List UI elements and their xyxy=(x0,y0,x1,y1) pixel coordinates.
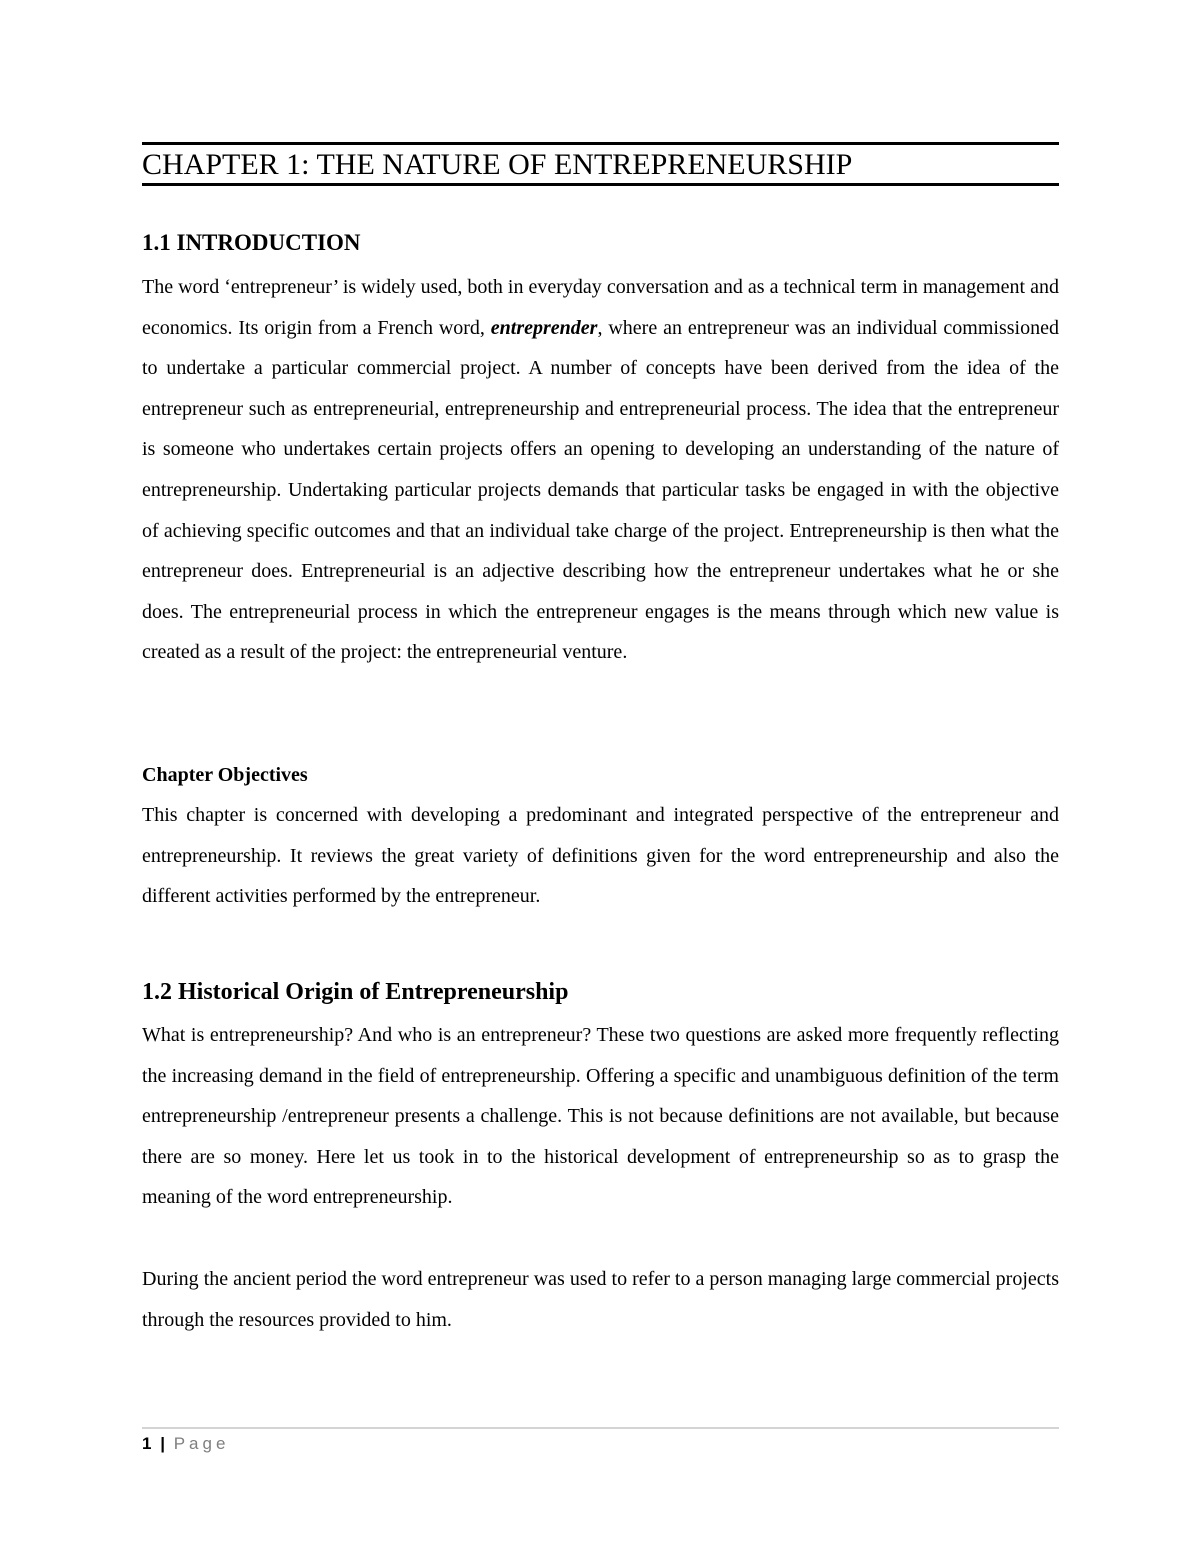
historical-origin-paragraph-1: What is entrepreneurship? And who is an entrepreneur? These two questions are asked more frequently reflecting the increasing demand in the field of entrepreneurship. Offering a specific and unambiguous definition of the term entrepreneurship /entrepreneur presents a challenge. This is not because definitions are not available, but because there are so money. Here let us took in to the historical development of entrepreneurship so as to grasp the meaning of the word entrepreneurship. xyxy=(142,1024,1059,1209)
page-footer xyxy=(142,1432,229,1456)
page-number: 1 xyxy=(142,1434,152,1453)
chapter-title: CHAPTER 1: THE NATURE OF ENTREPRENEURSHIP xyxy=(142,148,853,181)
intro-text-end: , where an entrepreneur was an individual commissioned to undertake a particular commercial project. A number of concepts have been derived from the idea of the entrepreneur such as entrepreneurial, entrepreneurship and entrepreneurial process. The idea that the entrepreneur is someone who undertakes certain projects offers an opening to developing an understanding of the nature of entrepreneurship. Undertaking particular projects demands that particular tasks be engaged in with the objective of achieving specific outcomes and that an individual take charge of the project. Entrepreneurship is then what the entrepreneur does. Entrepreneurial is an adjective describing how the entrepreneur undertakes what he or she does. The entrepreneurial process in which the entrepreneur engages is the means through which new value is created as a result of the project: the entrepreneurial venture. xyxy=(142,316,1059,664)
chapter-objectives-heading: Chapter Objectives xyxy=(142,764,308,786)
section-heading-introduction: 1.1 INTRODUCTION xyxy=(142,230,361,255)
page-label: Page xyxy=(173,1434,230,1453)
emphasized-term: entreprender xyxy=(490,316,598,339)
intro-text-start: The word ‘entrepreneur’ is widely used, both in everyday conversation and as a technical term in management and economics. Its origin from a French word, xyxy=(142,276,1059,339)
historical-origin-paragraph-2: During the ancient period the word entrepreneur was used to refer to a person managing large commercial projects through the resources provided to him. xyxy=(142,1268,1059,1331)
footer-rule xyxy=(142,1427,1059,1429)
title-top-rule xyxy=(142,142,1059,145)
chapter-objectives-paragraph: This chapter is concerned with developing a predominant and integrated perspective of the entrepreneur and entrepreneurship. It reviews the great variety of definitions given for the word entrepreneurship and also the different activities performed by the entrepreneur. xyxy=(142,804,1059,908)
introduction-paragraph xyxy=(142,267,1059,673)
title-bottom-rule xyxy=(142,183,1059,186)
section-heading-historical-origin: 1.2 Historical Origin of Entrepreneurship xyxy=(142,979,569,1005)
footer-separator: | xyxy=(160,1434,165,1453)
